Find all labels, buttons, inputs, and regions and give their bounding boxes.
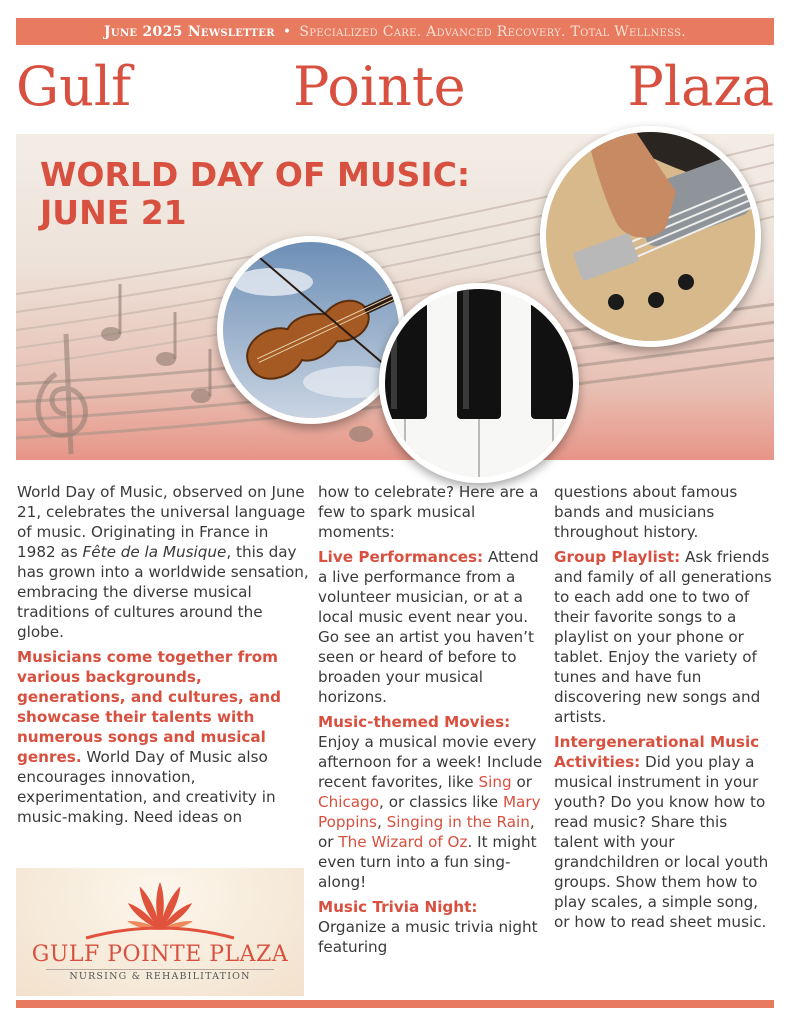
playlist-heading: Group Playlist: (554, 548, 681, 566)
sunburst-flower-icon (16, 868, 304, 948)
intergenerational-section (554, 732, 776, 932)
intro-text-cont: , this day has grown into a worldwide sensation, embracing the diverse musical traditions of cultures around the globe. (17, 543, 309, 641)
newsletter-date: June 2025 Newsletter (104, 23, 275, 40)
live-performances-section (318, 547, 546, 707)
movies-text: . It might even turn into a fun sing-along! (318, 833, 537, 891)
column-3 (554, 482, 776, 937)
celebrate-intro: how to celebrate? Here are a few to spark musical moments: (318, 483, 539, 541)
movies-heading: Music-themed Movies: (318, 713, 511, 731)
trivia-continued: questions about famous bands and musicians throughout history. (554, 483, 738, 541)
fete-de-la-musique: Fête de la Musique (82, 543, 227, 561)
intro-text: World Day of Music, observed on June 21, celebrates the universal language of music. Originating in France in 1982 as (17, 483, 306, 561)
movie-title-chicago: Chicago (318, 793, 380, 811)
movie-title-singing-in-the-rain: Singing in the Rain (386, 813, 530, 831)
intro-paragraph (17, 482, 309, 642)
guitar-icon (546, 132, 755, 341)
violin-icon (223, 242, 399, 418)
movie-title-sing: Sing (478, 773, 512, 791)
violin-photo (217, 236, 405, 424)
hero-title-line2: JUNE 21 (40, 193, 187, 232)
hero-title (40, 156, 510, 232)
movies-text: , or classics like (379, 793, 503, 811)
trivia-text: Organize a music trivia night featuring (318, 918, 538, 956)
newsletter-header-bar (16, 18, 774, 45)
bass-guitar-photo (540, 126, 761, 347)
piano-icon (385, 289, 573, 477)
movies-text: Enjoy a musical movie every afternoon for a week! Include recent favorites, like (318, 733, 543, 791)
live-performances-text: Attend a live performance from a volunteer musician, or at a local music event near you. Go see an artist you haven’t seen or heard of before to broaden your musical horizons. (318, 548, 539, 706)
trivia-section (318, 897, 546, 957)
masthead-word: Pointe (293, 55, 466, 118)
hero-title-line1: WORLD DAY OF MUSIC: (40, 155, 471, 194)
footer-bar (16, 1000, 774, 1008)
logo-name: GULF POINTE PLAZA (31, 942, 289, 967)
playlist-section (554, 547, 776, 727)
masthead-word: Plaza (627, 55, 774, 118)
movie-title-wizard-of-oz: The Wizard of Oz (338, 833, 468, 851)
playlist-text: Ask friends and family of all generations to each add one to two of their favorite songs to a playlist on your phone or tablet. Enjoy the variety of tunes and have fun discovering new songs and artists. (554, 548, 772, 726)
movies-text: , or (318, 813, 535, 851)
tagline: Specialized Care. Advanced Recovery. Total Wellness. (299, 23, 686, 40)
musicians-text: World Day of Music also encourages innovation, experimentation, and creativity in music-making. Need ideas on (17, 748, 276, 826)
musicians-highlight: Musicians come together from various backgrounds, generations, and cultures, and showcase their talents with numerous songs and musical genres. (17, 648, 281, 766)
logo-subtitle: NURSING & REHABILITATION (69, 971, 251, 982)
separator-bullet: • (282, 23, 292, 40)
intergenerational-heading: Intergenerational Music Activities: (554, 733, 760, 771)
logo-divider (46, 969, 274, 970)
column-1 (17, 482, 309, 832)
movies-text: or (511, 773, 532, 791)
facility-logo (16, 868, 304, 996)
trivia-heading: Music Trivia Night: (318, 898, 478, 916)
piano-keys-photo (379, 283, 579, 483)
movies-text: , (376, 813, 387, 831)
masthead-title (16, 52, 774, 122)
live-performances-heading: Live Performances: (318, 548, 484, 566)
masthead-word: Gulf (16, 55, 132, 118)
movie-title-mary-poppins: Mary Poppins (318, 793, 541, 831)
intergenerational-text: Did you play a musical instrument in your youth? Do you know how to read music? Share this talent with your grandchildren or local youth groups. Show them how to play scales, a simple song, or how to read sheet music. (554, 753, 769, 931)
column-2 (318, 482, 546, 962)
movies-section (318, 712, 546, 892)
musicians-paragraph (17, 647, 309, 827)
